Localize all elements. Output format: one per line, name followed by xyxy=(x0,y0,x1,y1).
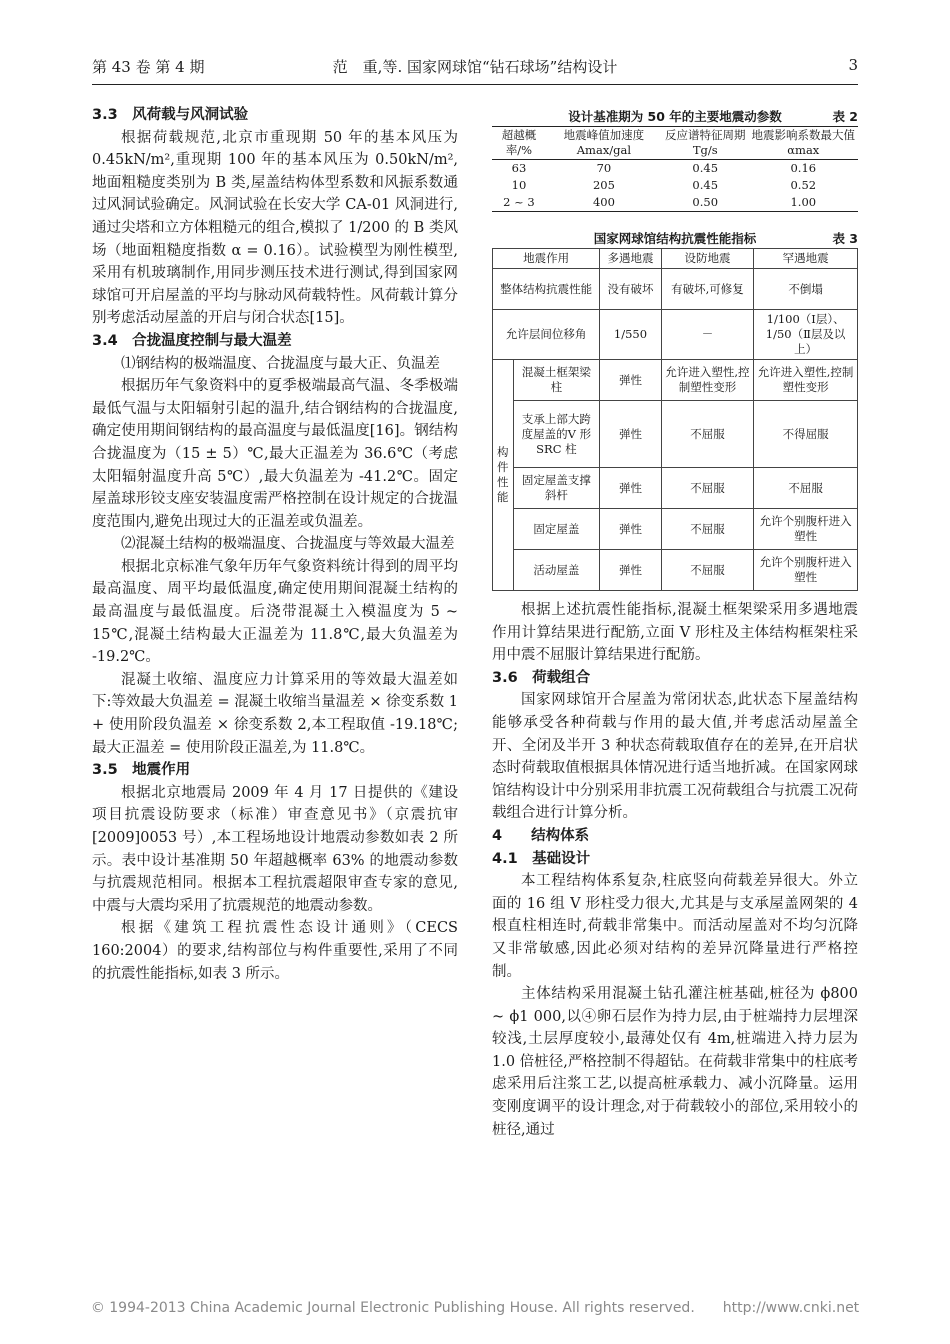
table-cell: 不屈服 xyxy=(661,509,754,550)
table-cell: － xyxy=(661,310,754,360)
table-3-header: 地震作用 xyxy=(493,249,600,269)
journal-volume-issue: 第 43 卷 第 4 期 xyxy=(92,58,205,76)
section-3-5-title: 3.5 地震作用 xyxy=(92,762,191,779)
table-cell: 0.16 xyxy=(790,161,817,175)
page-number: 3 xyxy=(848,56,858,74)
section-3-4-title: 3.4 合拢温度控制与最大温差 xyxy=(92,332,292,349)
table-3-header: 多遇地震 xyxy=(600,249,661,269)
table-cell: 70 xyxy=(596,161,612,175)
table-group-label: 构件性能 xyxy=(493,360,514,591)
table-cell: 10 xyxy=(511,178,527,192)
table-cell: 0.52 xyxy=(790,178,817,192)
table-row xyxy=(492,160,858,178)
table-cell: 0.50 xyxy=(692,195,719,209)
table-cell: 205 xyxy=(592,178,615,192)
table-cell: 1/550 xyxy=(600,310,661,360)
section-3-5-paragraph-2: 根据《建筑工程抗震性态设计通则》（CECS 160:2004）的要求,结构部位与构件重要性,采用了不同的抗震性能指标,如表 3 所示。 xyxy=(92,920,458,982)
table-3-title: 国家网球馆结构抗震性能指标 xyxy=(593,231,757,246)
table-cell: 0.45 xyxy=(692,161,719,175)
table-cell: 1.00 xyxy=(790,195,817,209)
right-column xyxy=(492,104,858,1141)
article-running-title: 范 重,等. 国家网球馆“钻石球场”结构设计 xyxy=(332,58,618,76)
table-cell: 400 xyxy=(592,195,615,209)
section-3-4-paragraph-3: 混凝土收缩、温度应力计算采用的等效最大温差如下:等效最大负温差 = 混凝土收缩当量温差 × 徐变系数 1 + 使用阶段负温差 × 徐变系数 2,本工程取值 -19.18℃;最大正温差 = 使用阶段正温差,为 11.8℃。 xyxy=(92,671,458,756)
section-3-4-paragraph-1: 根据历年气象资料中的夏季极端最高气温、冬季极端最低气温与太阳辐射引起的温升,结合钢结构的合拢温度,确定使用期间钢结构的最高温度与最低温度[16]。钢结构合拢温度为（15 ± 5）℃,最大正温差为 36.6℃（考虑太阳辐射温度升高 5℃）,最大负温差为 -41.2℃。固定屋盖球形铰支座安装温度需严格控制在设计规定的合拢温度范围内,避免出现过大的正温差或负温差。 xyxy=(92,378,458,530)
table-cell: 允许进入塑性,控制塑性变形 xyxy=(661,360,754,401)
table-row xyxy=(492,177,858,194)
table-cell: 不屈服 xyxy=(661,550,754,591)
table-row xyxy=(493,360,858,401)
seismic-reinforcement-paragraph: 根据上述抗震性能指标,混凝土框架梁采用多遇地震作用计算结果进行配筋,立面 V 形柱及主体结构框架柱采用中震不屈服计算结果进行配筋。 xyxy=(492,602,858,664)
section-3-4-item-2: ⑵混凝土结构的极端温度、合拢温度与等效最大温差 xyxy=(121,536,455,553)
section-4-1-paragraph-2: 主体结构采用混凝土钻孔灌注桩基础,桩径为 ϕ800 ~ ϕ1 000,以④卵石层作为持力层,由于桩端持力层埋深较浅,土层厚度较小,最薄处仅有 4m,桩端进入持力层为 1.0 倍桩径,严格控制不得超钻。在荷载非常集中的柱底考虑采用后注浆工艺,以提高桩承载力、减小沉降量。运用变刚度调平的设计理念,对于荷载较小的部位,采用较小的桩径,通过 xyxy=(492,986,858,1138)
table-row xyxy=(493,269,858,310)
table-cell: 允许进入塑性,控制塑性变形 xyxy=(754,360,858,401)
section-3-3-title: 3.3 风荷载与风洞试验 xyxy=(92,107,249,123)
running-header xyxy=(92,56,858,82)
table-3-caption xyxy=(492,226,858,248)
table-cell: 不屈服 xyxy=(661,401,754,468)
section-4-1-paragraph-1: 本工程结构体系复杂,柱底竖向荷载差异很大。外立面的 16 组 V 形柱受力很大,尤其是与支承屋盖网架的 4 根直柱相连时,荷载非常集中。而活动屋盖对不均匀沉降又非常敏感,因此必须对结构的差异沉降量进行严格控制。 xyxy=(492,873,858,980)
table-cell: 1/100（Ⅰ层）、1/50（Ⅱ层及以上） xyxy=(754,310,858,360)
table-cell: 固定屋盖支撑斜杆 xyxy=(513,468,600,509)
section-4-title: 4 结构体系 xyxy=(492,827,590,844)
table-cell: 允许个别腹杆进入塑性 xyxy=(754,550,858,591)
table-2-title: 设计基准期为 50 年的主要地震动参数 xyxy=(568,109,782,124)
header-rule xyxy=(92,84,858,85)
section-3-4-paragraph-2: 根据北京标准气象年历年气象资料统计得到的周平均最高温度、周平均最低温度,确定使用期间混凝土结构的最高温度与最低温度。后浇带混凝土入模温度为 5 ~ 15℃,混凝土结构最大正温差为 11.8℃,最大负温差为 -19.2℃。 xyxy=(92,558,458,666)
table-row xyxy=(493,401,858,468)
table-cell: 63 xyxy=(511,161,527,175)
table-2-header: 超越概率/% xyxy=(492,127,546,160)
section-3-3-paragraph: 根据荷载规范,北京市重现期 50 年的基本风压为 0.45kN/m²,重现期 100 年的基本风压为 0.50kN/m²,地面粗糙度类别为 B 类,屋盖结构体型系数和风振系数通过风洞试验确定。风洞试验在长安大学 CA-01 风洞进行,通过尖塔和立方体粗糙元的组合,模拟了 1/200 的 B 类风场（地面粗糙度指数 α = 0.16）。试验模型为刚性模型,采用有机玻璃制作,用同步测压技术进行测试,得到国家网球馆可开启屋盖的平均与脉动风荷载特性。风荷载计算分别考虑活动屋盖的开启与闭合状态[15]。 xyxy=(92,129,458,327)
table-cell: 不得屈服 xyxy=(754,401,858,468)
section-3-5-paragraph-1: 根据北京地震局 2009 年 4 月 17 日提供的《建设项目抗震设防要求（标准）审查意见书》（京震抗审[2009]0053 号）,本工程场地设计地震动参数如表 2 所示。表中设计基准期 50 年超越概率 63% 的地震动参数与抗震规范相同。根据本工程抗震超限审查专家的意见,中震与大震均采用了抗震规范的地震动参数。 xyxy=(92,784,458,914)
table-3-number: 表 3 xyxy=(832,231,858,246)
table-3-header: 罕遇地震 xyxy=(754,249,858,269)
table-row xyxy=(492,194,858,212)
table-cell: 0.45 xyxy=(692,178,719,192)
table-cell: 支承上部大跨度屋盖的V 形 SRC 柱 xyxy=(513,401,600,468)
table-cell: 混凝土框架梁柱 xyxy=(513,360,600,401)
table-cell: 有破坏,可修复 xyxy=(661,269,754,310)
table-2-header: 地震影响系数最大值 αmax xyxy=(749,127,858,160)
table-cell: 2 ~ 3 xyxy=(503,195,535,209)
table-cell: 弹性 xyxy=(600,468,661,509)
table-cell: 弹性 xyxy=(600,401,661,468)
table-cell: 允许个别腹杆进入塑性 xyxy=(754,509,858,550)
table-2-header: 地震峰值加速度 Amax/gal xyxy=(546,127,662,160)
left-column xyxy=(92,104,458,985)
table-cell: 没有破坏 xyxy=(600,269,661,310)
table-cell: 活动屋盖 xyxy=(513,550,600,591)
section-4-1-title: 4.1 基础设计 xyxy=(492,850,591,867)
table-cell: 不屈服 xyxy=(661,468,754,509)
table-row xyxy=(493,550,858,591)
table-cell: 弹性 xyxy=(600,550,661,591)
table-cell: 不屈服 xyxy=(754,468,858,509)
table-row xyxy=(493,310,858,360)
table-2-caption xyxy=(492,104,858,126)
table-cell: 弹性 xyxy=(600,509,661,550)
copyright-footer: © 1994-2013 China Academic Journal Electronic Publishing House. All rights reserved. http://www.cnki.net xyxy=(90,1300,860,1316)
table-row xyxy=(493,509,858,550)
table-2 xyxy=(492,126,858,212)
table-cell: 弹性 xyxy=(600,360,661,401)
table-cell: 固定屋盖 xyxy=(513,509,600,550)
table-row xyxy=(493,468,858,509)
table-3 xyxy=(492,248,858,591)
table-2-number: 表 2 xyxy=(832,109,858,124)
table-3-header: 设防地震 xyxy=(661,249,754,269)
section-3-4-item-1: ⑴钢结构的极端温度、合拢温度与最大正、负温差 xyxy=(121,355,440,372)
table-cell: 允许层间位移角 xyxy=(493,310,600,360)
section-3-6-title: 3.6 荷载组合 xyxy=(492,669,591,686)
table-cell: 整体结构抗震性能 xyxy=(493,269,600,310)
table-cell: 不倒塌 xyxy=(754,269,858,310)
section-3-6-paragraph: 国家网球馆开合屋盖为常闭状态,此状态下屋盖结构能够承受各种荷载与作用的最大值,并考虑活动屋盖全开、全闭及半开 3 种状态荷载取值存在的差异,在开启状态时荷载取值根据具体情况进行适当地折减。在国家网球馆结构设计中分别采用非抗震工况荷载组合与抗震工况荷载组合进行计算分析。 xyxy=(492,692,858,822)
table-2-header: 反应谱特征周期 Tg/s xyxy=(662,127,749,160)
